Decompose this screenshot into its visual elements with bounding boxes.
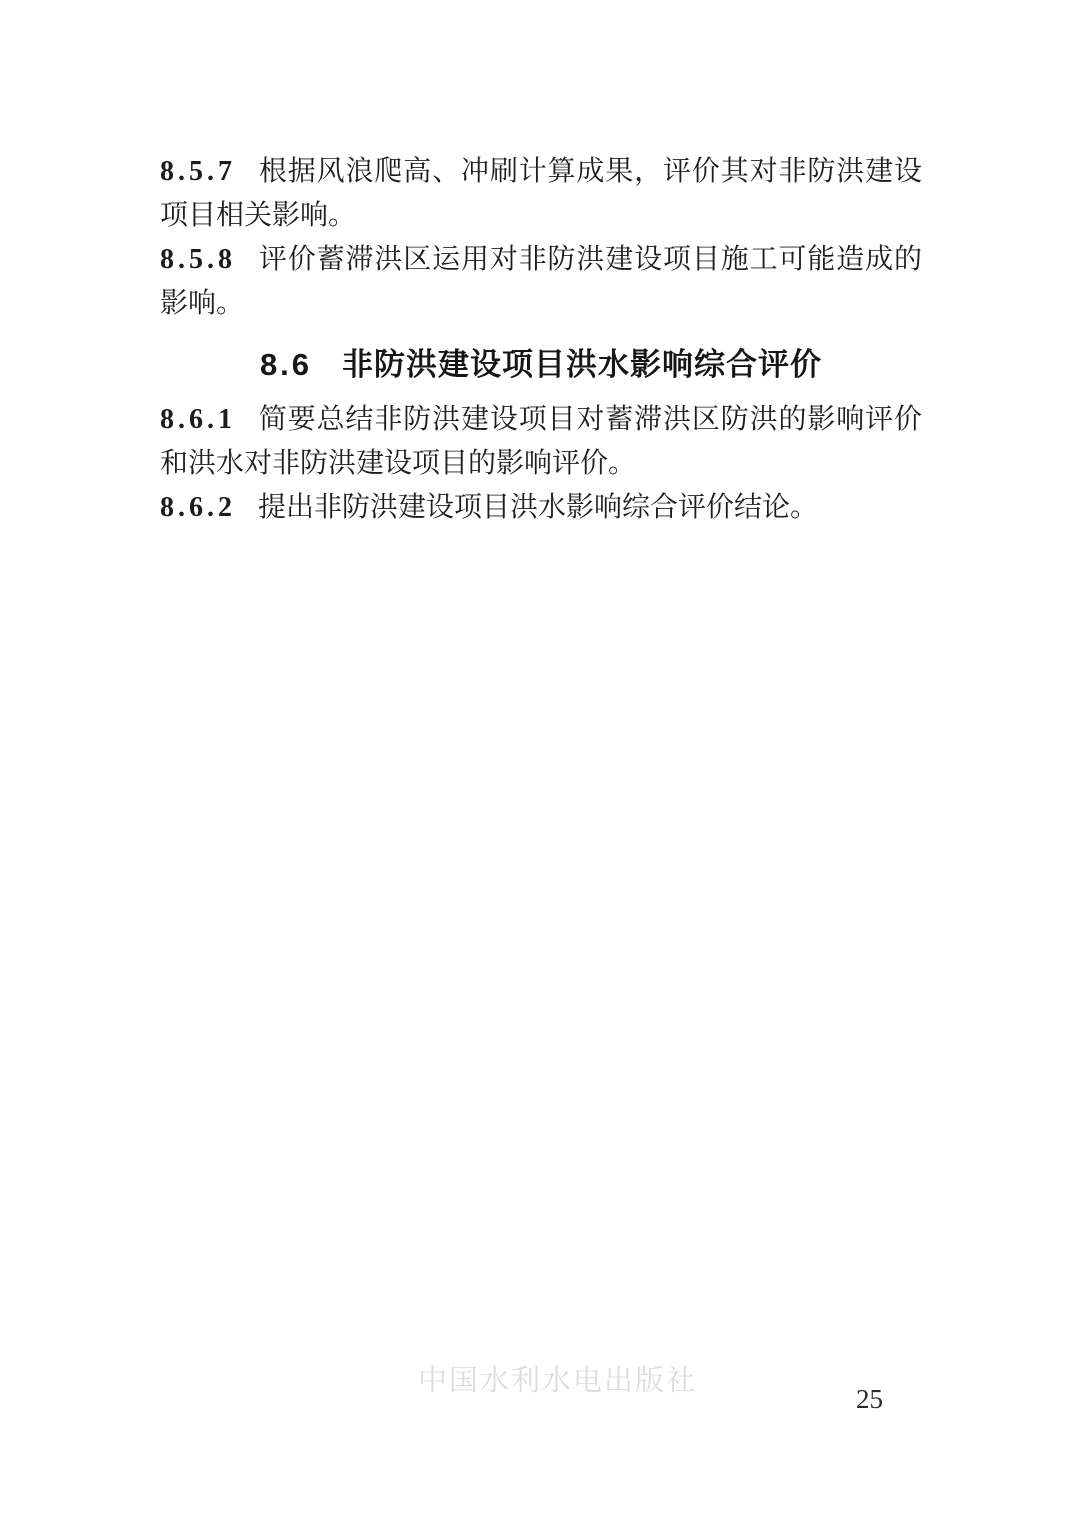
page-content bbox=[160, 150, 922, 530]
paragraph-8-5-7 bbox=[160, 150, 922, 238]
section-text-8-6-2: 提出非防洪建设项目洪水影响综合评价结论。 bbox=[258, 492, 819, 523]
page-number: 25 bbox=[856, 1384, 883, 1414]
heading-number: 8.6 bbox=[259, 347, 313, 382]
section-text-8-6-1: 简要总结非防洪建设项目对蓄滞洪区防洪的影响评价和洪水对非防洪建设项目的影响评价。 bbox=[160, 404, 922, 479]
heading-title: 非防洪建设项目洪水影响综合评价 bbox=[342, 347, 823, 382]
section-text-8-5-8: 评价蓄滞洪区运用对非防洪建设项目施工可能造成的影响。 bbox=[160, 244, 922, 319]
section-number-8-6-2: 8.6.2 bbox=[160, 492, 236, 523]
section-number-8-5-8: 8.5.8 bbox=[160, 244, 236, 275]
publisher-watermark: 中国水利水电出版社 bbox=[418, 1365, 698, 1397]
section-number-8-5-7: 8.5.7 bbox=[160, 156, 236, 187]
section-heading-8-6 bbox=[160, 341, 922, 389]
section-number-8-6-1: 8.6.1 bbox=[160, 404, 236, 435]
paragraph-8-6-1 bbox=[160, 398, 922, 486]
paragraph-8-6-2 bbox=[160, 486, 922, 530]
section-text-8-5-7: 根据风浪爬高、冲刷计算成果，评价其对非防洪建设项目相关影响。 bbox=[160, 156, 922, 231]
paragraph-8-5-8 bbox=[160, 238, 922, 326]
